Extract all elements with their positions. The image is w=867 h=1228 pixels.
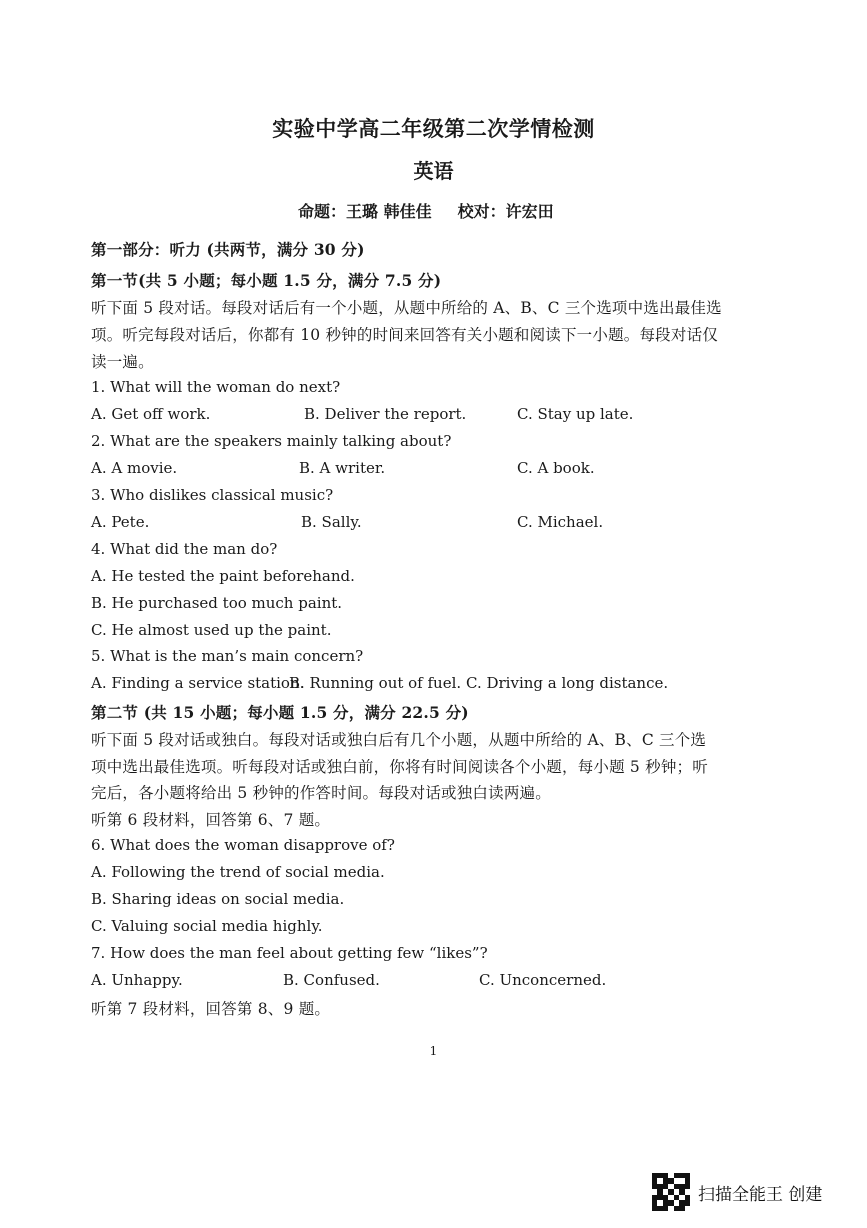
question-option: C. A book.: [517, 459, 595, 477]
part1-heading: 第一部分：听力 (共两节，满分 30 分): [91, 240, 365, 259]
exam-subject: 英语: [413, 159, 454, 183]
question-option: C. Unconcerned.: [479, 971, 607, 989]
question-option: A. Unhappy.: [91, 971, 183, 989]
question-option: B. Confused.: [283, 971, 380, 989]
question-option: A. He tested the paint beforehand.: [91, 567, 355, 585]
setters-label: 命题：: [298, 202, 347, 221]
watermark-text: 扫描全能王 创建: [698, 1184, 823, 1205]
question-option: C. He almost used up the paint.: [91, 621, 332, 639]
page-number: 1: [429, 1044, 438, 1058]
question-option: A. Following the trend of social media.: [91, 863, 385, 881]
section1-instruction-line: 听下面 5 段对话。每段对话后有一个小题，从题中所给的 A、B、C 三个选项中选出最佳选: [91, 299, 722, 317]
question-option: B. Running out of fuel.: [289, 674, 462, 692]
section2-instruction-line: 听下面 5 段对话或独白。每段对话或独白后有几个小题，从题中所给的 A、B、C 三个选: [91, 731, 707, 749]
section1-heading: 第一节(共 5 小题；每小题 1.5 分，满分 7.5 分): [91, 271, 442, 290]
question-stem: 1. What will the woman do next?: [91, 378, 341, 396]
question-stem: 3. Who dislikes classical music?: [91, 486, 334, 504]
question-stem: 6. What does the woman disapprove of?: [91, 836, 395, 854]
question-option: A. Pete.: [91, 513, 150, 531]
section2-instruction-line: 项中选出最佳选项。听每段对话或独白前，你将有时间阅读各个小题，每小题 5 秒钟；听: [91, 758, 708, 776]
question-option: C. Valuing social media highly.: [91, 917, 323, 935]
question-option: C. Driving a long distance.: [466, 674, 669, 692]
question-option: B. He purchased too much paint.: [91, 594, 343, 612]
question-option: A. A movie.: [91, 459, 178, 477]
scanner-watermark: [652, 1172, 822, 1212]
question-option: A. Get off work.: [91, 405, 211, 423]
question-option: C. Stay up late.: [517, 405, 634, 423]
question-option: B. Deliver the report.: [304, 405, 467, 423]
proofreader-label: 校对：: [457, 202, 506, 221]
question-option: B. A writer.: [299, 459, 386, 477]
proofreader-name: 许宏田: [505, 202, 554, 221]
section2-heading: 第二节 (共 15 小题；每小题 1.5 分，满分 22.5 分): [91, 703, 469, 722]
question-option: B. Sally.: [301, 513, 362, 531]
question-stem: 2. What are the speakers mainly talking about?: [91, 432, 452, 450]
question-stem: 4. What did the man do?: [91, 540, 278, 558]
section1-instruction-line: 读一遍。: [91, 353, 154, 371]
exam-title: 实验中学高二年级第二次学情检测: [272, 116, 595, 141]
question-option: A. Finding a service station.: [91, 674, 305, 692]
material-note: 听第 7 段材料，回答第 8、9 题。: [91, 1000, 331, 1018]
section2-instruction-line: 完后，各小题将给出 5 秒钟的作答时间。每段对话或独白读两遍。: [91, 784, 551, 802]
question-option: C. Michael.: [517, 513, 604, 531]
question-option: B. Sharing ideas on social media.: [91, 890, 345, 908]
material-note: 听第 6 段材料，回答第 6、7 题。: [91, 811, 331, 829]
exam-authors: [298, 199, 554, 222]
question-stem: 5. What is the man’s main concern?: [91, 647, 364, 665]
qr-code-icon: [652, 1173, 690, 1211]
question-stem: 7. How does the man feel about getting few “likes”?: [91, 944, 488, 962]
setters-names: 王璐 韩佳佳: [346, 202, 432, 221]
section1-instruction-line: 项。听完每段对话后，你都有 10 秒钟的时间来回答有关小题和阅读下一小题。每段对话仅: [91, 326, 718, 344]
